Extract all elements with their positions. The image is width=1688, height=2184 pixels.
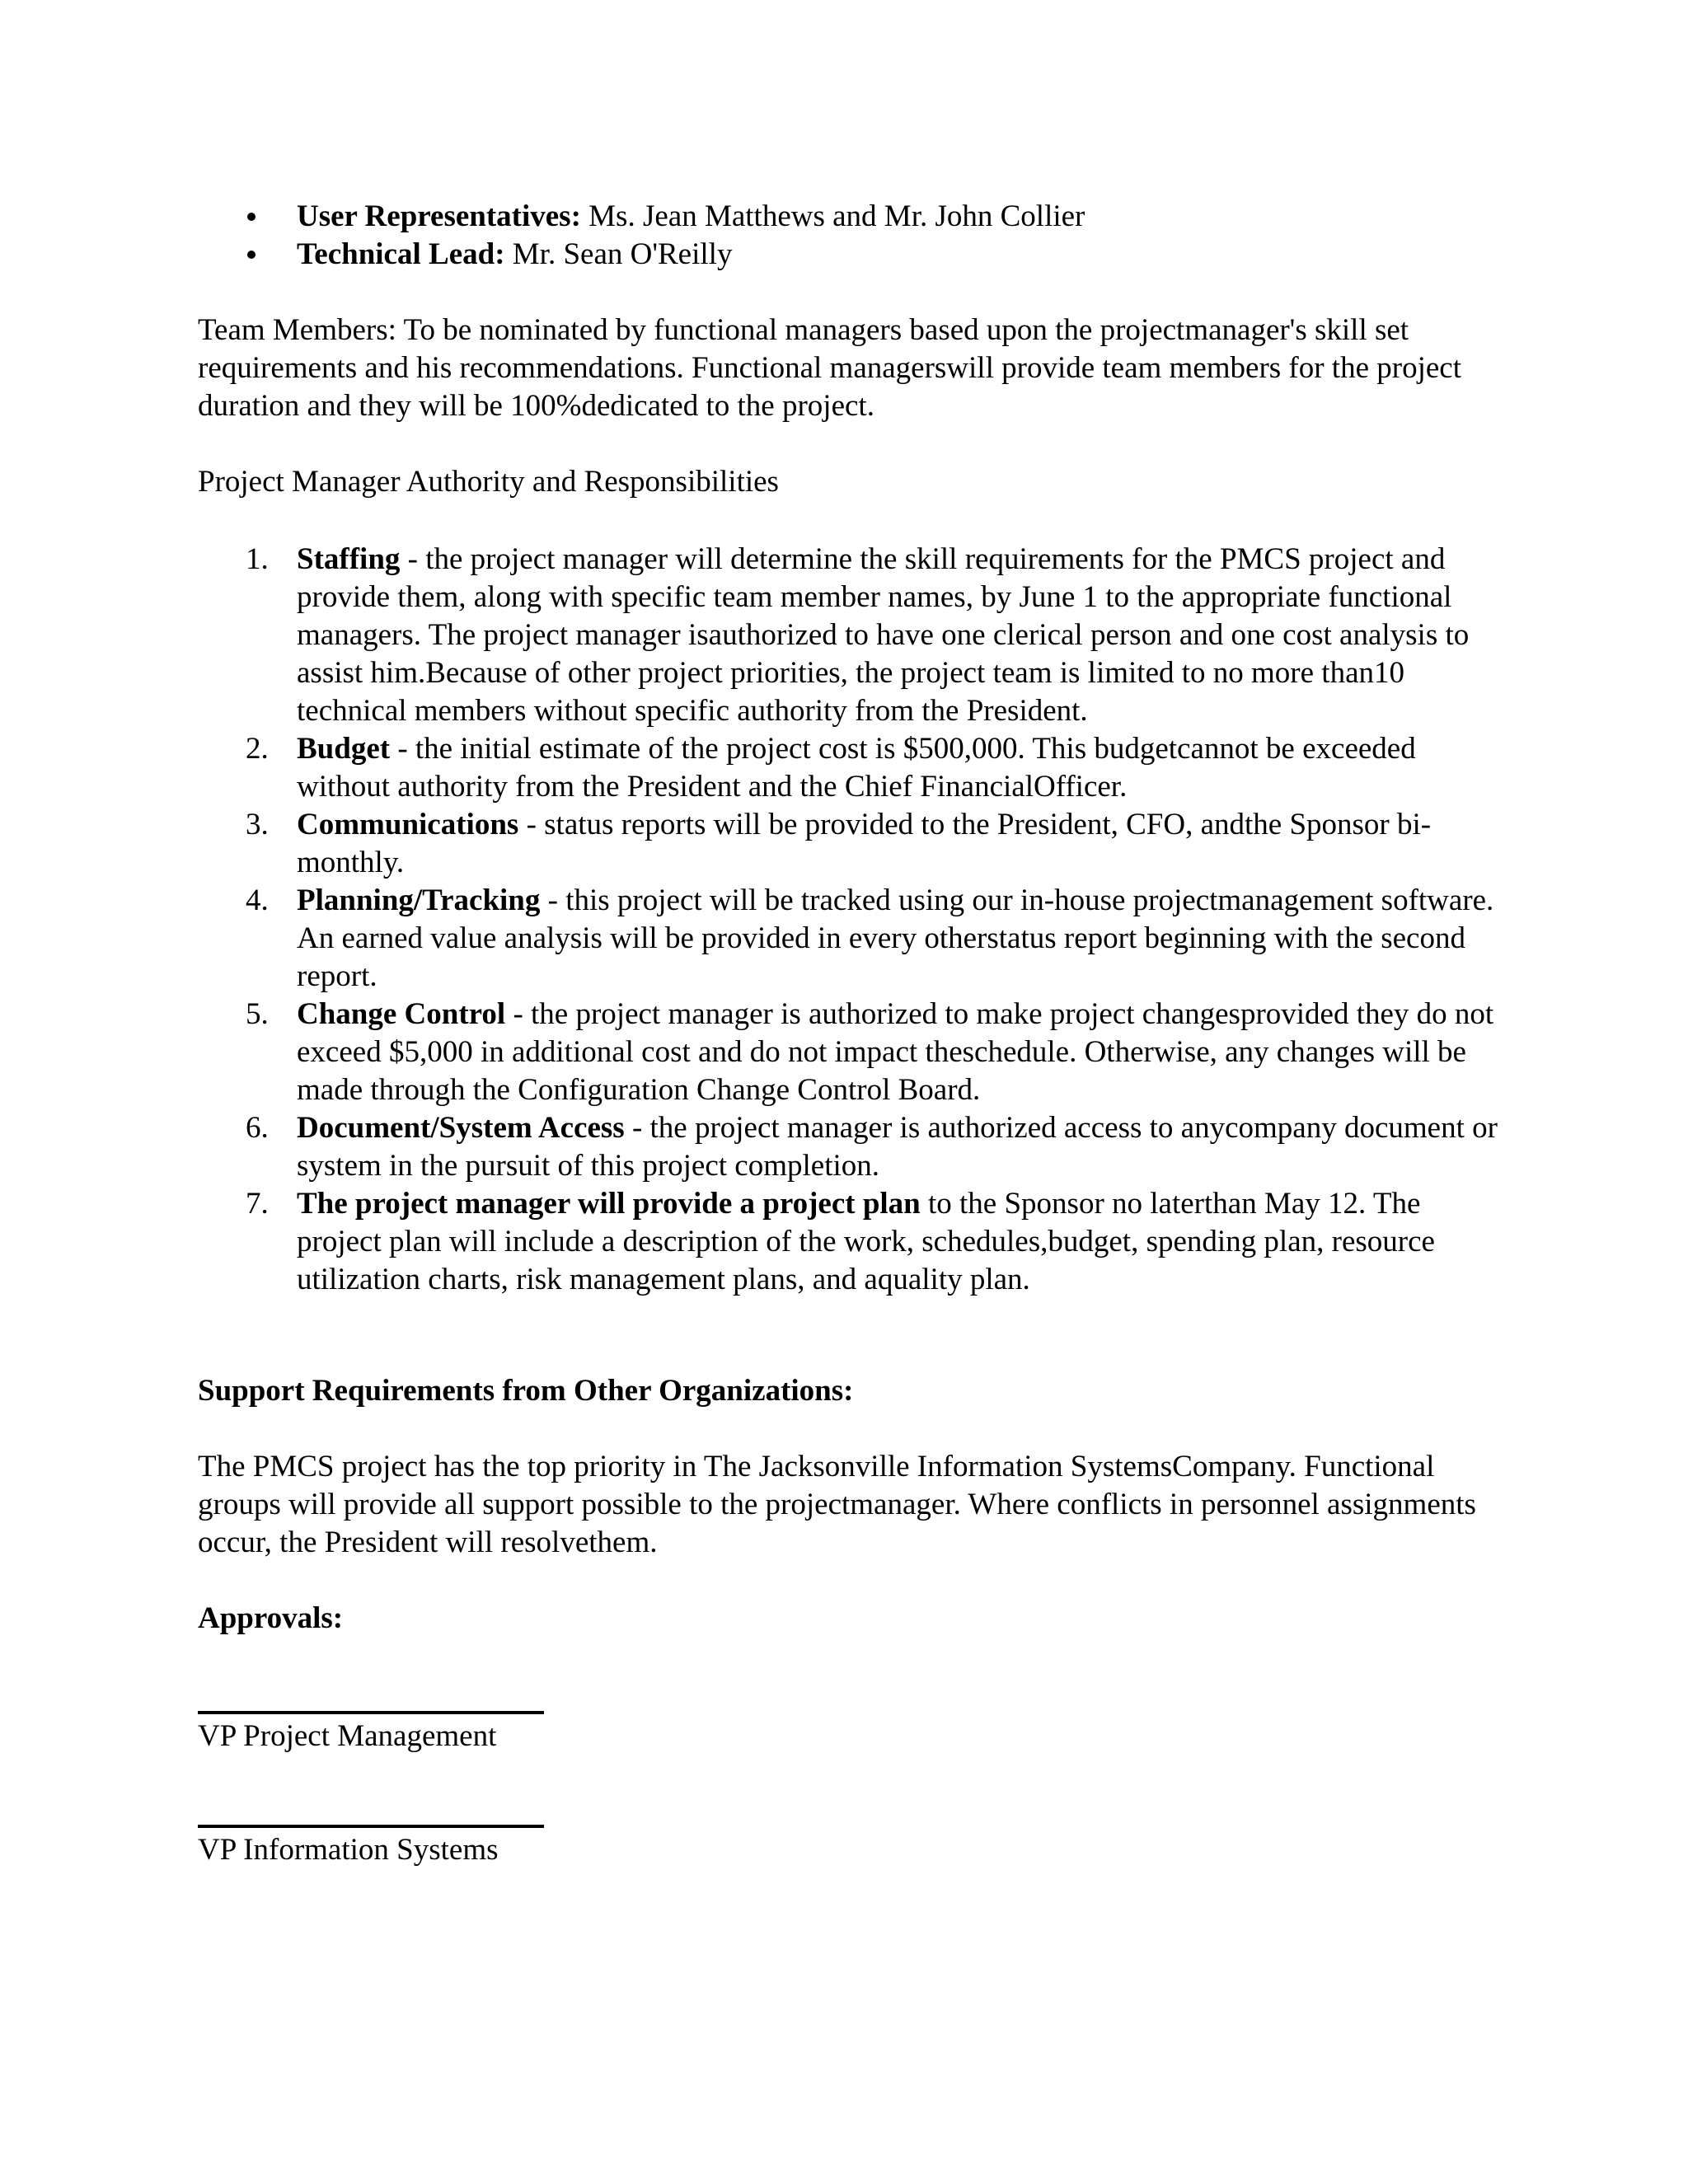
item-number: 6. bbox=[246, 1111, 269, 1145]
signature-title: VP Information Systems bbox=[198, 1833, 499, 1867]
authority-heading: Project Manager Authority and Responsibilities bbox=[198, 465, 779, 499]
signature-line bbox=[198, 1825, 544, 1828]
item-number: 2. bbox=[246, 732, 269, 766]
support-paragraph: The PMCS project has the top priority in The Jacksonville Information SystemsCompany. Functional groups will provide all support possible to the projectmanager. Where conflicts in personnel assignments occur, the President will resolvethem. bbox=[198, 1450, 1476, 1559]
list-item bbox=[198, 806, 1500, 882]
bullet-icon bbox=[247, 251, 256, 259]
item-title: The project manager will provide a project plan bbox=[297, 1187, 921, 1221]
item-text: - the project manager is authorized to make project changesprovided they do not exceed $5,000 in additional cost and do not impact theschedule. Otherwise, any changes will be made through the Configuration Change Control Board. bbox=[297, 997, 1494, 1107]
item-title: Budget bbox=[297, 732, 391, 766]
item-number: 4. bbox=[246, 883, 269, 917]
team-lead-label: User Representatives: bbox=[297, 199, 581, 233]
signature-title: VP Project Management bbox=[198, 1719, 497, 1753]
list-item bbox=[198, 236, 1517, 274]
item-text: - the initial estimate of the project cost is $500,000. This budgetcannot be exceeded without authority from the President and the Chief FinancialOfficer. bbox=[297, 732, 1416, 804]
item-text: - this project will be tracked using our in-house projectmanagement software. An earned value analysis will be provided in every otherstatus report beginning with the second report. bbox=[297, 883, 1494, 993]
item-title: Communications bbox=[297, 808, 519, 841]
item-number: 1. bbox=[246, 542, 269, 576]
list-item bbox=[198, 882, 1500, 996]
list-item bbox=[198, 1109, 1500, 1185]
team-lead-label: Technical Lead: bbox=[297, 237, 505, 271]
support-heading: Support Requirements from Other Organizations: bbox=[198, 1374, 854, 1408]
list-item bbox=[198, 730, 1500, 806]
item-title: Document/System Access bbox=[297, 1111, 625, 1145]
item-number: 7. bbox=[246, 1187, 269, 1221]
item-text: - the project manager is authorized access to anycompany document or system in the pursuit of this project completion. bbox=[297, 1111, 1498, 1183]
item-title: Staffing bbox=[297, 542, 401, 576]
list-item bbox=[198, 198, 1517, 236]
list-item bbox=[198, 541, 1500, 730]
signature-line bbox=[198, 1711, 544, 1714]
team-lead-value: Ms. Jean Matthews and Mr. John Collier bbox=[580, 199, 1085, 233]
item-number: 5. bbox=[246, 997, 269, 1031]
responsibilities-list bbox=[198, 541, 1500, 1299]
team-lead-value: Mr. Sean O'Reilly bbox=[504, 237, 733, 271]
list-item bbox=[198, 1185, 1500, 1299]
item-title: Planning/Tracking bbox=[297, 883, 541, 917]
list-item bbox=[198, 996, 1500, 1109]
bullet-icon bbox=[247, 213, 256, 221]
item-text: - the project manager will determine the skill requirements for the PMCS project and provide them, along with specific team member names, by June 1 to the appropriate functional managers. The project manager isauthorized to have one clerical person and one cost analysis to assist him.Because of other project priorities, the project team is limited to no more than10 technical members without specific authority from the President. bbox=[297, 542, 1470, 728]
item-number: 3. bbox=[246, 808, 269, 841]
item-text: to the Sponsor no laterthan May 12. The project plan will include a description of the work, schedules,budget, spending plan, resource utilization charts, risk management plans, and aquality plan. bbox=[297, 1187, 1435, 1296]
approvals-heading: Approvals: bbox=[198, 1601, 344, 1635]
team-leads-list bbox=[198, 198, 1517, 274]
item-text: - status reports will be provided to the President, CFO, andthe Sponsor bi-monthly. bbox=[297, 808, 1432, 879]
item-title: Change Control bbox=[297, 997, 506, 1031]
team-members-paragraph: Team Members: To be nominated by functional managers based upon the projectmanager's skill set requirements and his recommendations. Functional managerswill provide team members for the project duration and they will be 100%dedicated to the project. bbox=[198, 313, 1461, 423]
